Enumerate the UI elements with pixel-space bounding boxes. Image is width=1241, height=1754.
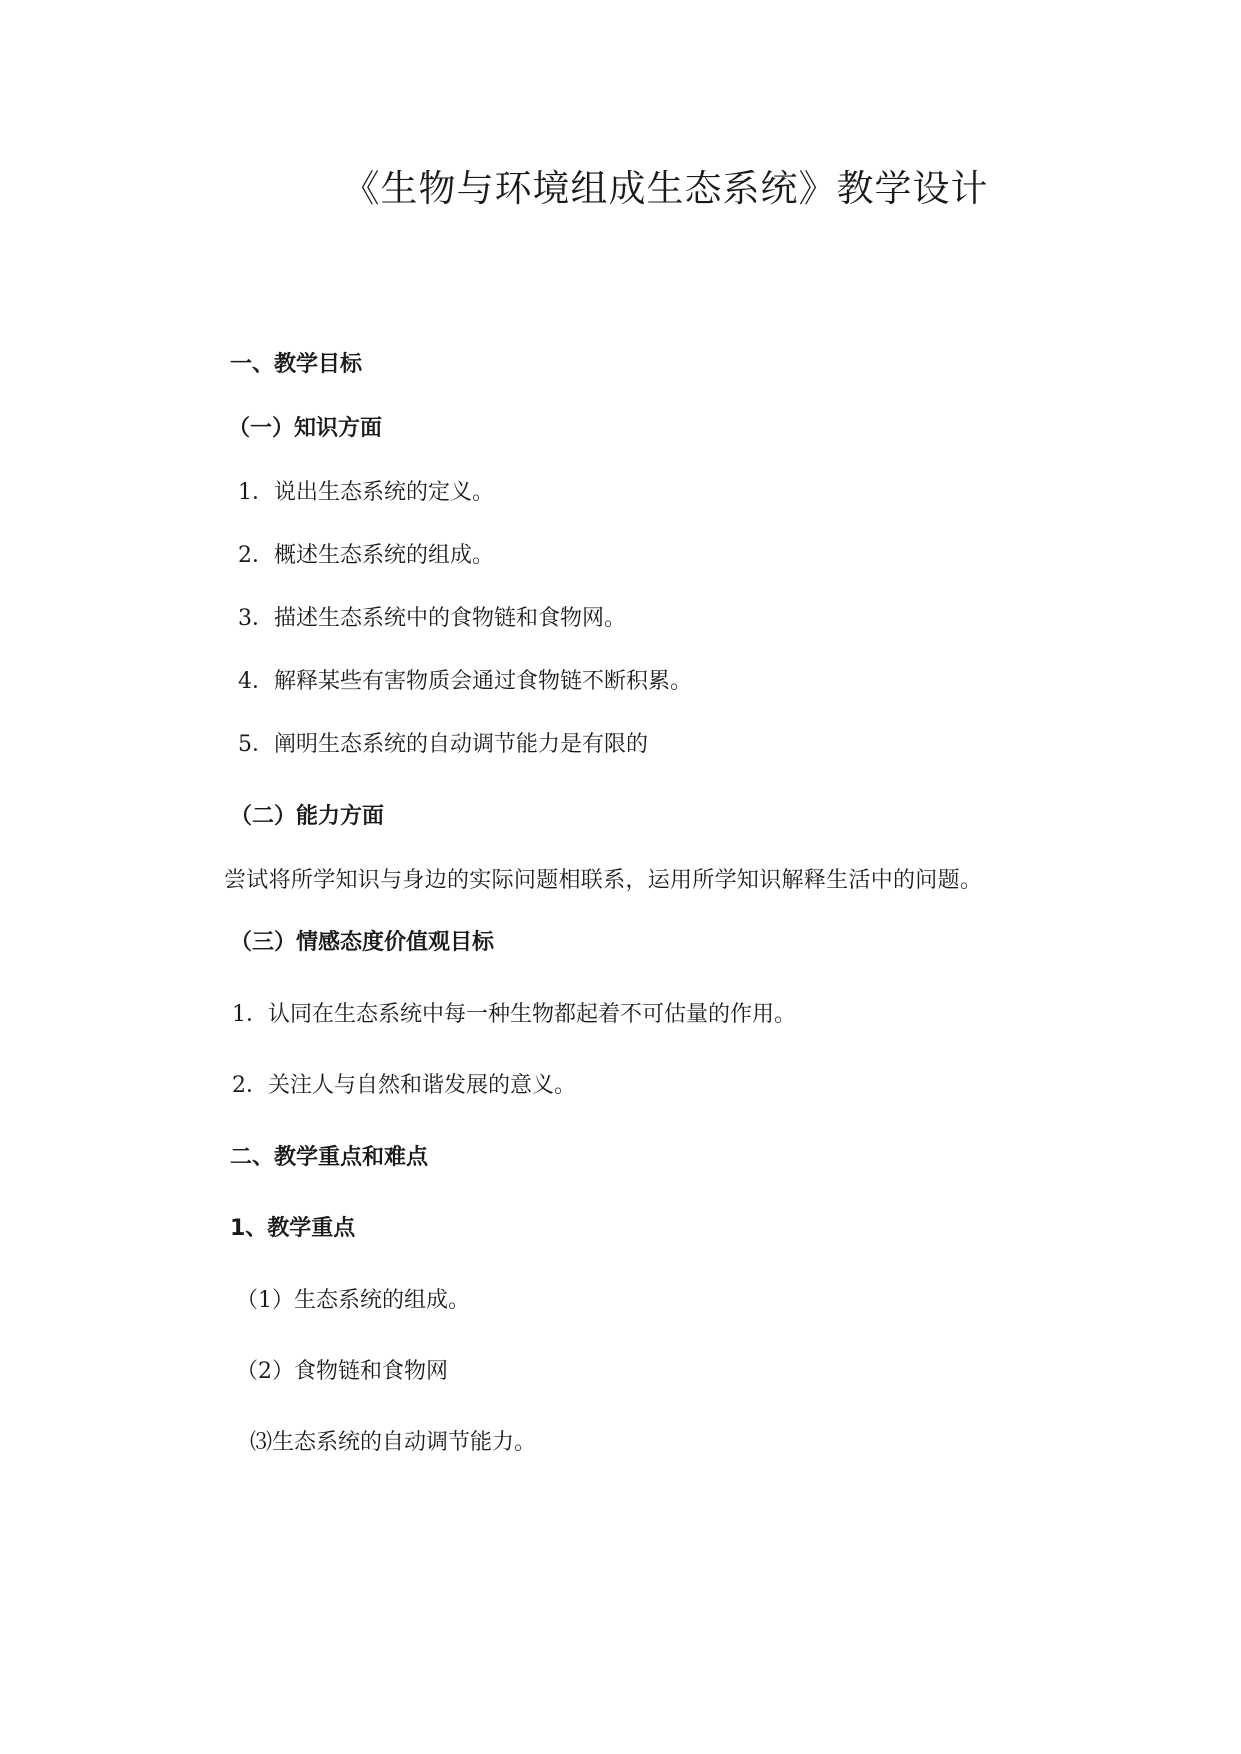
focus-item-1: （1）生态系统的组成。 xyxy=(236,1288,470,1313)
values-item-1: 1．认同在生态系统中每一种生物都起着不可估量的作用。 xyxy=(232,1002,796,1027)
focus-item-2: （2）食物链和食物网 xyxy=(236,1359,448,1384)
knowledge-item-5: 5．阐明生态系统的自动调节能力是有限的 xyxy=(238,732,648,757)
values-item-2: 2．关注人与自然和谐发展的意义。 xyxy=(232,1073,576,1098)
subsection-heading-ability: （二）能力方面 xyxy=(230,804,385,829)
subsection-heading-values: （三）情感态度价值观目标 xyxy=(230,930,495,955)
knowledge-item-2: 2．概述生态系统的组成。 xyxy=(238,543,494,568)
knowledge-item-3: 3．描述生态系统中的食物链和食物网。 xyxy=(238,606,626,631)
ability-text: 尝试将所学知识与身边的实际问题相联系，运用所学知识解释生活中的问题。 xyxy=(224,868,983,893)
section-heading-key-points: 二、教学重点和难点 xyxy=(230,1145,429,1170)
subsection-heading-teaching-focus: 1、教学重点 xyxy=(230,1216,356,1241)
section-heading-teaching-goals: 一、教学目标 xyxy=(230,352,363,377)
knowledge-item-4: 4．解释某些有害物质会通过食物链不断积累。 xyxy=(238,669,692,694)
knowledge-item-1: 1．说出生态系统的定义。 xyxy=(238,480,494,505)
focus-item-3: ⑶生态系统的自动调节能力。 xyxy=(250,1430,537,1455)
subsection-heading-knowledge: （一）知识方面 xyxy=(228,416,383,441)
page-title: 《生物与环境组成生态系统》教学设计 xyxy=(342,167,989,210)
